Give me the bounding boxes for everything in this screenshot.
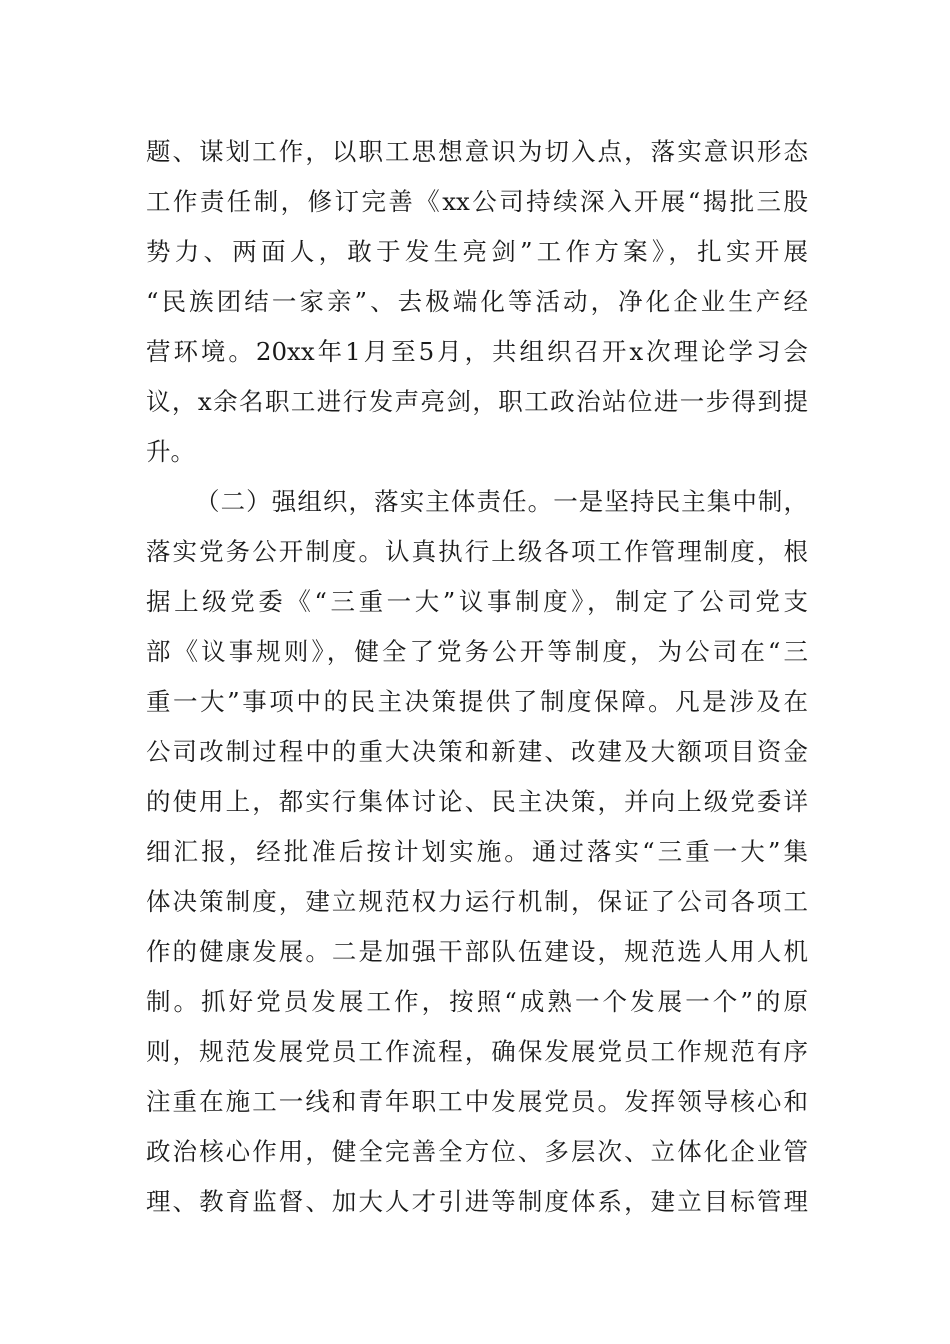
text-line: 势力、两面人，敢于发生亮剑”工作方案》，扎实开展 bbox=[146, 237, 808, 266]
text-line: 注重在施工一线和青年职工中发展党员。发挥领导核心和 bbox=[146, 1087, 808, 1116]
text-line: 重一大”事项中的民主决策提供了制度保障。凡是涉及在 bbox=[146, 687, 808, 716]
text-line: 工作责任制，修订完善《xx公司持续深入开展“揭批三股 bbox=[146, 187, 808, 216]
text-line: 升。 bbox=[146, 437, 195, 466]
text-line: 题、谋划工作，以职工思想意识为切入点，落实意识形态 bbox=[146, 137, 808, 166]
text-line: 的使用上，都实行集体讨论、民主决策，并向上级党委详 bbox=[146, 787, 808, 816]
text-line: 公司改制过程中的重大决策和新建、改建及大额项目资金 bbox=[146, 737, 808, 766]
text-line: 细汇报，经批准后按计划实施。通过落实“三重一大”集 bbox=[146, 837, 808, 866]
text-line: 理、教育监督、加大人才引进等制度体系，建立目标管理 bbox=[146, 1187, 808, 1216]
text-line: 则，规范发展党员工作流程，确保发展党员工作规范有序 bbox=[146, 1037, 808, 1066]
text-line: 制。抓好党员发展工作，按照“成熟一个发展一个”的原 bbox=[146, 987, 808, 1016]
text-line: 部《议事规则》，健全了党务公开等制度，为公司在“三 bbox=[146, 637, 808, 666]
text-line: 营环境。20xx年1月至5月，共组织召开x次理论学习会 bbox=[146, 337, 808, 366]
text-line: 作的健康发展。二是加强干部队伍建设，规范选人用人机 bbox=[146, 937, 808, 966]
text-line: 体决策制度，建立规范权力运行机制，保证了公司各项工 bbox=[146, 887, 808, 916]
text-line: 政治核心作用，健全完善全方位、多层次、立体化企业管 bbox=[146, 1137, 808, 1166]
text-line: 议，x余名职工进行发声亮剑，职工政治站位进一步得到提 bbox=[146, 387, 808, 416]
text-line: 据上级党委《“三重一大”议事制度》，制定了公司党支 bbox=[146, 587, 808, 616]
text-line: 落实党务公开制度。认真执行上级各项工作管理制度，根 bbox=[146, 537, 808, 566]
section-heading-line: （二）强组织，落实主体责任。一是坚持民主集中制， bbox=[195, 487, 808, 516]
text-line: “民族团结一家亲”、去极端化等活动，净化企业生产经 bbox=[146, 287, 808, 316]
